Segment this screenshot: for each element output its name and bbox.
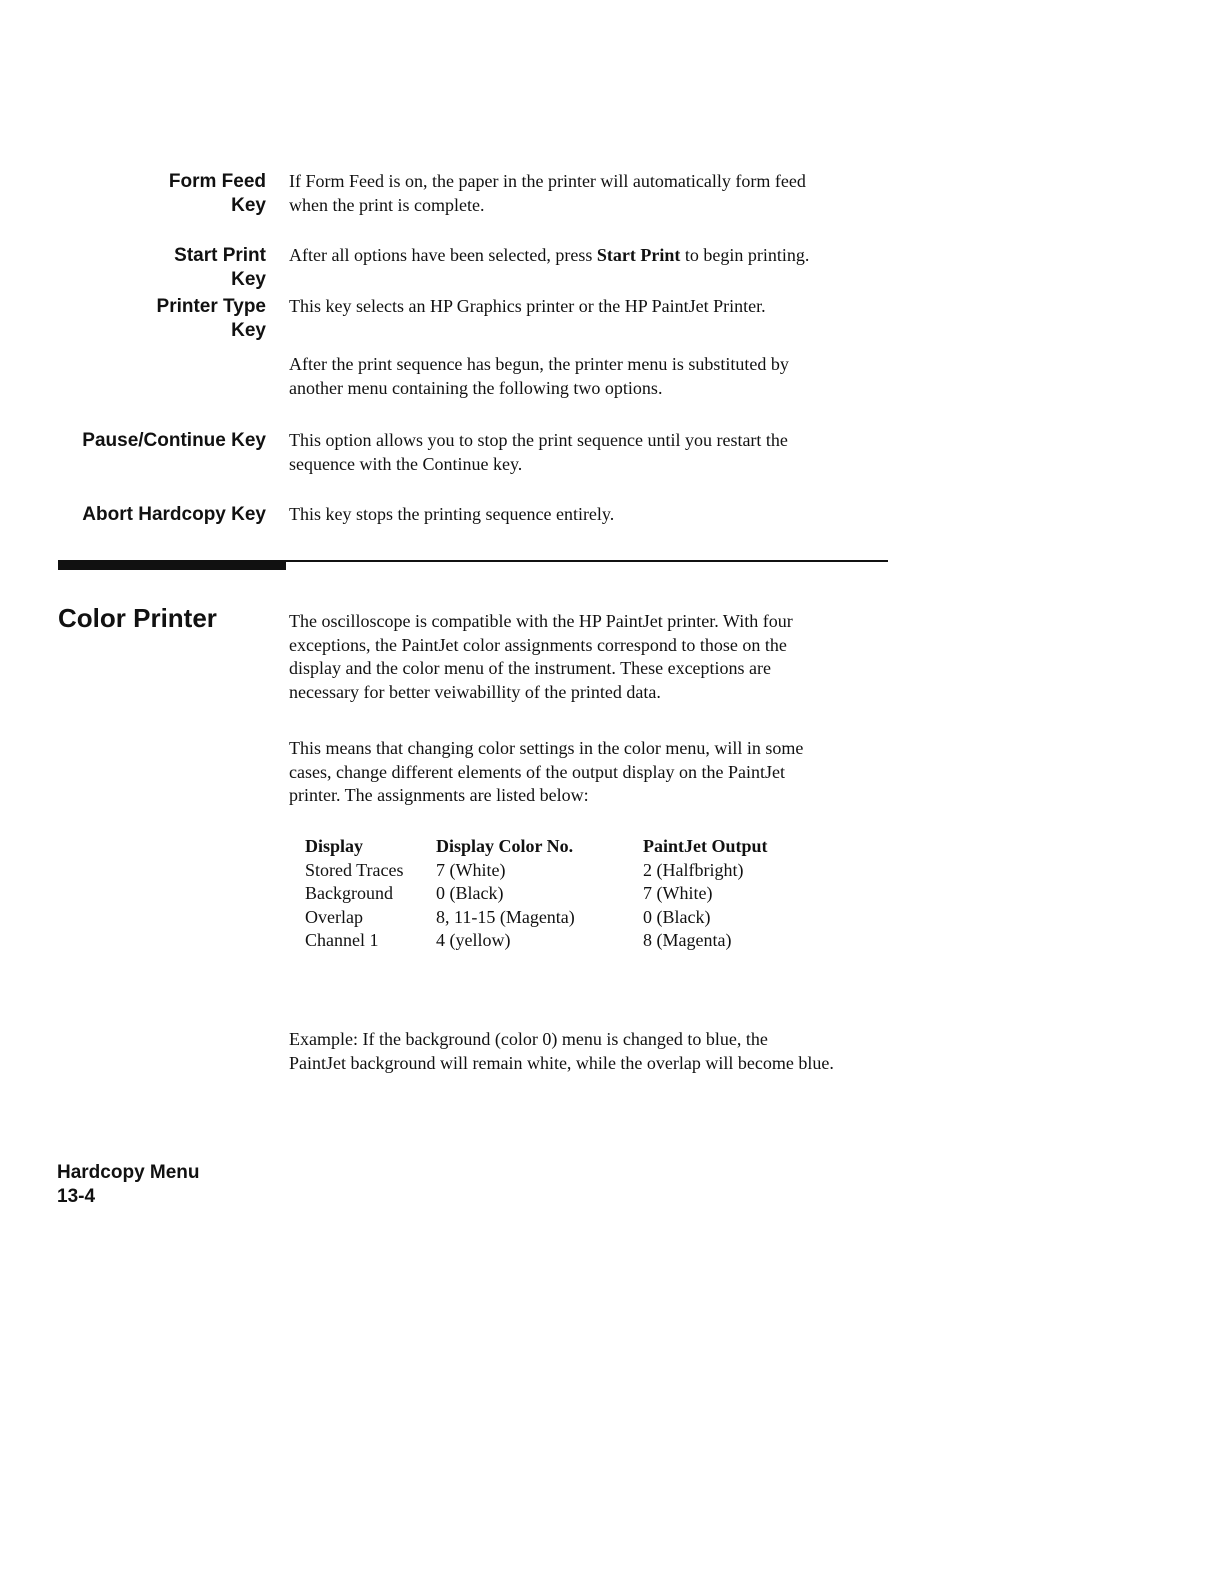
table-cell: 8, 11-15 (Magenta) (436, 906, 575, 927)
header-display-color-no: Display Color No. (436, 836, 574, 856)
footer-section-title: Hardcopy Menu (57, 1162, 200, 1183)
pause-continue-desc-line1: This option allows you to stop the print sequence until you restart the (289, 430, 788, 450)
example-line2: PaintJet background will remain white, while the overlap will become blue. (289, 1052, 834, 1073)
pause-continue-key-label: Pause/Continue Key (82, 430, 266, 451)
abort-hardcopy-key-description (289, 503, 889, 527)
start-print-desc-after: to begin printing. (680, 245, 810, 265)
color-assignment-table (305, 835, 843, 953)
table-cell: Channel 1 (305, 930, 379, 950)
table-row (305, 906, 843, 930)
para1-line2: exceptions, the PaintJet color assignments correspond to those on the (289, 634, 787, 655)
pause-continue-key-description (289, 429, 889, 476)
example-line1: Example: If the background (color 0) menu is changed to blue, the (289, 1029, 768, 1049)
table-cell: 0 (Black) (643, 906, 711, 927)
sequence-note-line2: another menu containing the following two options. (289, 377, 663, 398)
abort-hardcopy-desc-line1: This key stops the printing sequence entirely. (289, 504, 615, 524)
table-cell: 2 (Halfbright) (643, 859, 744, 880)
section-divider-bar (58, 561, 286, 570)
printer-type-key-label-line1: Printer Type (156, 296, 266, 317)
table-cell: 0 (Black) (436, 883, 504, 903)
pause-continue-desc-line2: sequence with the Continue key. (289, 453, 523, 474)
table-cell: Background (305, 883, 393, 903)
color-printer-heading: Color Printer (58, 603, 217, 633)
start-print-desc-before: After all options have been selected, press (289, 245, 597, 265)
start-print-key-label-line2: Key (231, 269, 266, 290)
abort-hardcopy-key-label: Abort Hardcopy Key (82, 504, 266, 525)
sequence-note-line1: After the print sequence has begun, the printer menu is substituted by (289, 354, 789, 374)
start-print-key-label-line1: Start Print (174, 245, 266, 266)
table-header-row (305, 835, 843, 859)
table-cell: Stored Traces (305, 859, 404, 880)
form-feed-key-label-line2: Key (231, 195, 266, 216)
header-paintjet-output: PaintJet Output (643, 836, 768, 856)
color-printer-example (289, 1028, 909, 1075)
table-row (305, 882, 843, 906)
start-print-key-label (40, 244, 266, 292)
color-printer-paragraph-2 (289, 737, 909, 808)
footer-page-number: 13-4 (57, 1186, 96, 1207)
para1-line4: necessary for better veiwabillity of the printed data. (289, 681, 661, 702)
print-sequence-note (289, 353, 889, 400)
printer-type-key-label-line2: Key (231, 320, 266, 341)
para2-line2: cases, change different elements of the output display on the PaintJet (289, 761, 786, 782)
form-feed-key-label-line1: Form Feed (168, 171, 266, 192)
form-feed-key-label (40, 170, 266, 218)
para2-line3: printer. The assignments are listed below: (289, 785, 589, 805)
para2-line1: This means that changing color settings in the color menu, will in some (289, 738, 804, 758)
form-feed-key-description (289, 170, 889, 217)
start-print-key-description (289, 244, 889, 268)
page-footer (57, 1161, 200, 1209)
printer-type-desc-line1: This key selects an HP Graphics printer or the HP PaintJet Printer. (289, 296, 766, 316)
table-row (305, 929, 843, 953)
para1-line1: The oscilloscope is compatible with the HP PaintJet printer. With four (289, 611, 793, 631)
table-cell: 8 (Magenta) (643, 930, 732, 950)
table-cell: 7 (White) (643, 883, 713, 903)
table-cell: 7 (White) (436, 859, 506, 880)
start-print-desc-bold: Start Print (596, 245, 681, 265)
form-feed-desc-line2: when the print is complete. (289, 194, 485, 215)
color-printer-paragraph-1 (289, 610, 909, 704)
form-feed-desc-line1: If Form Feed is on, the paper in the printer will automatically form feed (289, 171, 806, 191)
printer-type-key-description (289, 295, 889, 319)
table-cell: Overlap (305, 906, 363, 927)
para1-line3: display and the color menu of the instrument. These exceptions are (289, 658, 772, 678)
table-cell: 4 (yellow) (436, 930, 511, 950)
table-row (305, 859, 843, 883)
header-display: Display (305, 836, 364, 856)
printer-type-key-label (40, 295, 266, 343)
